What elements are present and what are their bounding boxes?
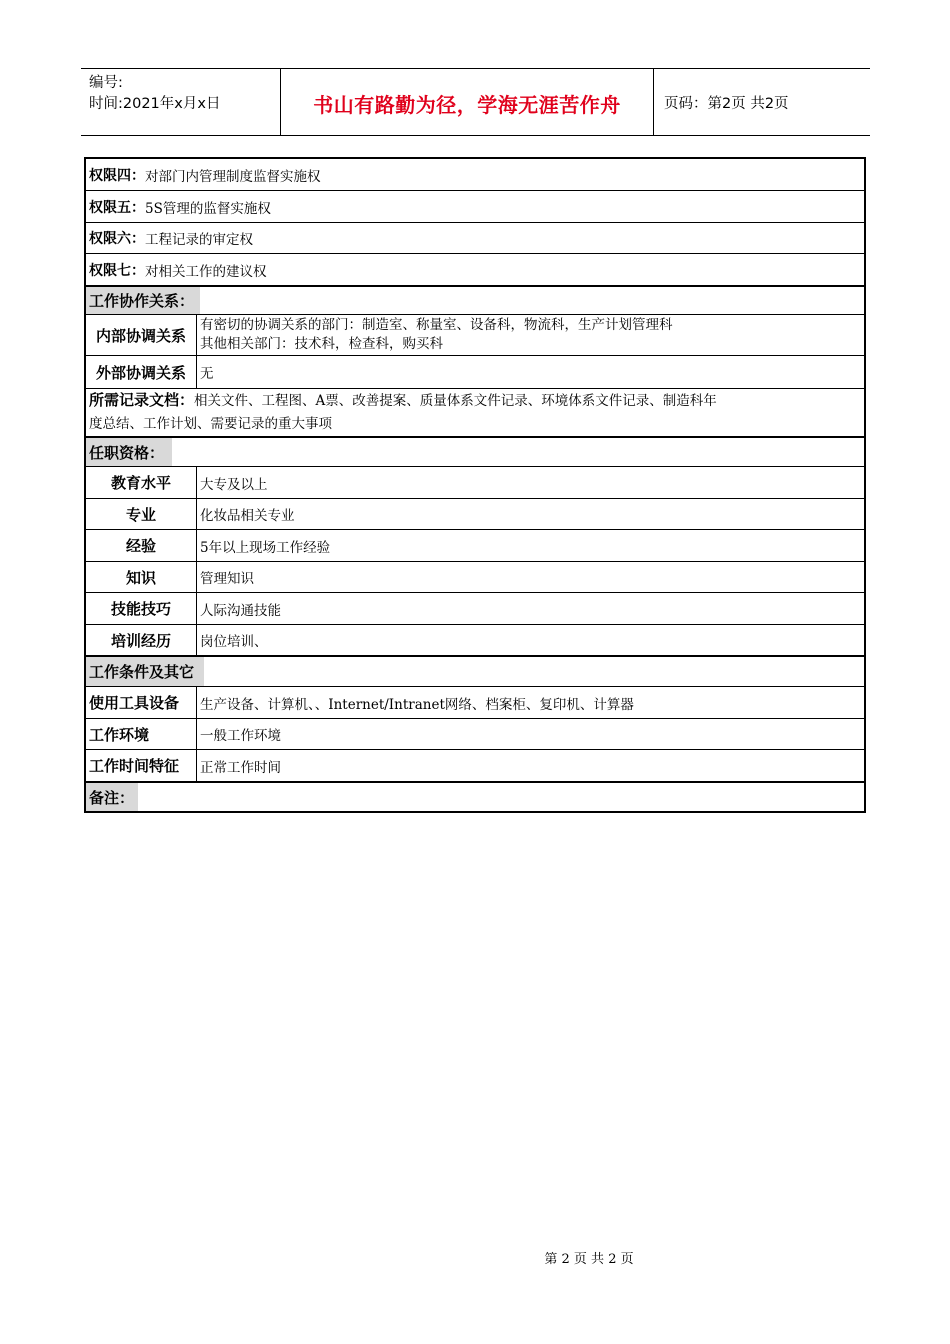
permission-label: 权限六：: [89, 231, 145, 247]
permission-row: [86, 253, 864, 285]
condition-row: [86, 718, 864, 749]
permission-row: [86, 222, 864, 253]
remarks-row: [86, 781, 864, 811]
condition-value: 正常工作时间: [200, 759, 281, 776]
qualification-value: 5年以上现场工作经验: [200, 539, 331, 556]
external-coordination-row: [86, 355, 864, 388]
records-label: 所需记录文档：: [89, 391, 195, 409]
records-text: 相关文件、工程图、A票、改善提案、质量体系文件记录、环境体系文件记录、制造科年: [194, 393, 717, 409]
job-description-table: [84, 157, 866, 813]
qualification-row: [86, 624, 864, 655]
page-header: [81, 68, 870, 136]
remarks-label: 备注：: [86, 783, 864, 811]
qualification-label: 经验: [86, 530, 197, 561]
document-time: 时间:2021年x月x日: [89, 96, 221, 112]
condition-row: [86, 686, 864, 718]
section-title: 工作协作关系：: [86, 287, 864, 314]
header-page-info: 页码：第2页 共2页: [664, 95, 789, 112]
section-title: 任职资格：: [86, 438, 864, 466]
condition-label: 工作环境: [86, 719, 197, 749]
section-title: 工作条件及其它: [86, 657, 864, 686]
qualification-value: 管理知识: [200, 571, 254, 587]
qualification-value: 化妆品相关专业: [200, 508, 295, 524]
external-coordination-label: 外部协调关系: [86, 356, 197, 388]
page-footer: [0, 1248, 950, 1267]
cooperation-section-header: [86, 285, 864, 314]
permission-text: 对部门内管理制度监督实施权: [145, 168, 321, 185]
qualification-row: [86, 592, 864, 624]
qualification-value: 大专及以上: [200, 476, 268, 493]
header-meta: [81, 69, 281, 135]
qualification-row: [86, 466, 864, 498]
conditions-section-header: [86, 655, 864, 686]
condition-value: 一般工作环境: [200, 728, 281, 744]
qualification-label: 技能技巧: [86, 593, 197, 624]
qualification-row: [86, 529, 864, 561]
permission-text: 对相关工作的建议权: [145, 263, 267, 280]
qualifications-section-header: [86, 436, 864, 466]
qualification-row: [86, 561, 864, 592]
external-coordination-value: 无: [200, 366, 214, 382]
footer-page-number: 第 2 页 共 2 页: [544, 1252, 634, 1267]
condition-row: [86, 749, 864, 781]
qualification-value: 岗位培训、: [200, 634, 268, 650]
permission-text: 5S管理的监督实施权: [145, 200, 271, 217]
qualification-label: 专业: [86, 499, 197, 529]
condition-label: 工作时间特征: [86, 750, 197, 781]
internal-coordination-line: 其他相关部门：技术科，检查科，购买科: [200, 336, 443, 352]
qualification-label: 知识: [86, 562, 197, 592]
internal-coordination-value: [197, 315, 864, 355]
document-number-label: 编号:: [89, 75, 123, 91]
internal-coordination-label: 内部协调关系: [86, 315, 197, 355]
qualification-label: 教育水平: [86, 467, 197, 498]
qualification-label: 培训经历: [86, 625, 197, 655]
condition-value: 生产设备、计算机、、Internet/Intranet网络、档案柜、复印机、计算器: [200, 696, 634, 713]
permission-label: 权限五：: [89, 199, 145, 216]
records-row: [86, 388, 864, 436]
permission-text: 工程记录的审定权: [145, 232, 253, 248]
permission-label: 权限四：: [89, 167, 145, 184]
permission-row: [86, 190, 864, 222]
qualification-value: 人际沟通技能: [200, 602, 281, 619]
permission-row: [86, 159, 864, 190]
qualification-row: [86, 498, 864, 529]
permission-label: 权限七：: [89, 262, 145, 279]
internal-coordination-row: [86, 314, 864, 355]
condition-label: 使用工具设备: [86, 687, 197, 718]
internal-coordination-line: 有密切的协调关系的部门：制造室、称量室、设备科，物流科，生产计划管理科: [200, 317, 673, 333]
records-text: 度总结、工作计划、需要记录的重大事项: [89, 416, 332, 432]
header-slogan: 书山有路勤为径，学海无涯苦作舟: [281, 69, 654, 135]
